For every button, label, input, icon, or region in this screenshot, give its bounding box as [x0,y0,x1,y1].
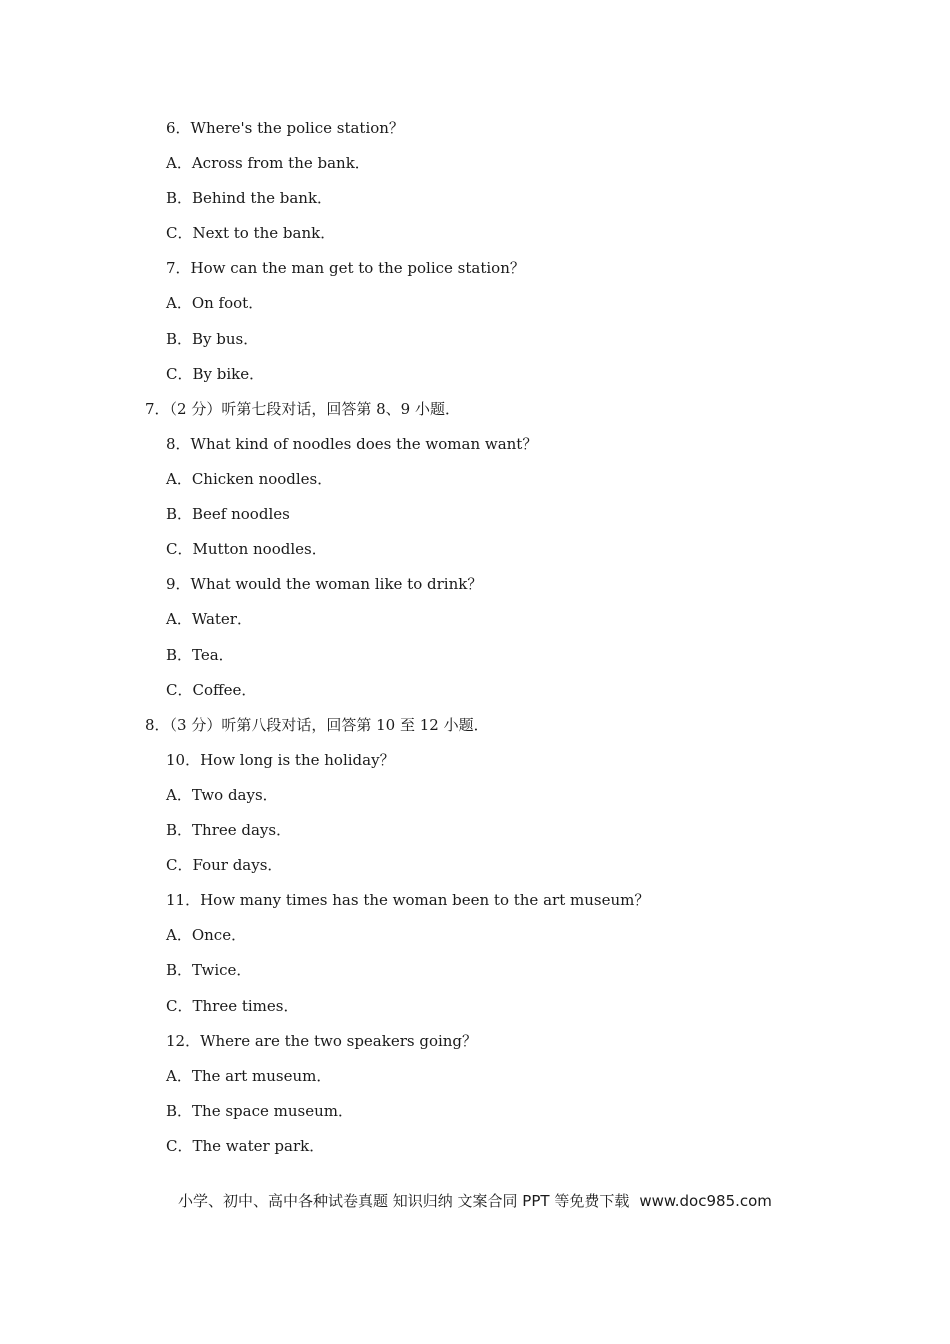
option-9b: B．Tea． [166,646,234,664]
page-footer [178,1190,772,1212]
option-7a: A．On foot． [166,294,264,312]
question-12: 12．Where are the two speakers going？ [166,1032,478,1050]
section-7-heading: 7．（2 分）听第七段对话，回答第 8、9 小题． [145,400,460,418]
footer-url[interactable]: www.doc985.com [639,1192,772,1210]
question-6: 6．Where's the police station？ [166,119,404,137]
option-12a: A．The art museum． [166,1067,332,1085]
option-9c: C．Coffee． [166,681,257,699]
section-8-heading: 8．（3 分）听第八段对话，回答第 10 至 12 小题． [145,716,489,734]
option-11b: B．Twice． [166,961,252,979]
question-7: 7．How can the man get to the police station？ [166,259,525,277]
option-8b: B．Beef noodles [166,505,290,523]
option-10a: A．Two days． [166,786,278,804]
question-10: 10．How long is the holiday？ [166,751,395,769]
option-10c: C．Four days． [166,856,283,874]
footer-text: 小学、初中、高中各种试卷真题 知识归纳 文案合同 PPT 等免费下载 [178,1192,630,1210]
option-10b: B．Three days． [166,821,292,839]
option-11c: C．Three times． [166,997,299,1015]
option-6a: A．Across from the bank． [166,154,370,172]
option-12c: C．The water park． [166,1137,325,1155]
option-11a: A．Once． [166,926,247,944]
question-8: 8．What kind of noodles does the woman want？ [166,435,538,453]
question-11: 11．How many times has the woman been to the art museum？ [166,891,650,909]
option-8a: A．Chicken noodles． [166,470,333,488]
option-7b: B．By bus． [166,330,259,348]
option-6b: B．Behind the bank． [166,189,333,207]
option-8c: C．Mutton noodles． [166,540,327,558]
option-7c: C．By bike． [166,365,265,383]
option-12b: B．The space museum． [166,1102,353,1120]
option-9a: A．Water． [166,610,252,628]
option-6c: C．Next to the bank． [166,224,336,242]
question-9: 9．What would the woman like to drink？ [166,575,483,593]
